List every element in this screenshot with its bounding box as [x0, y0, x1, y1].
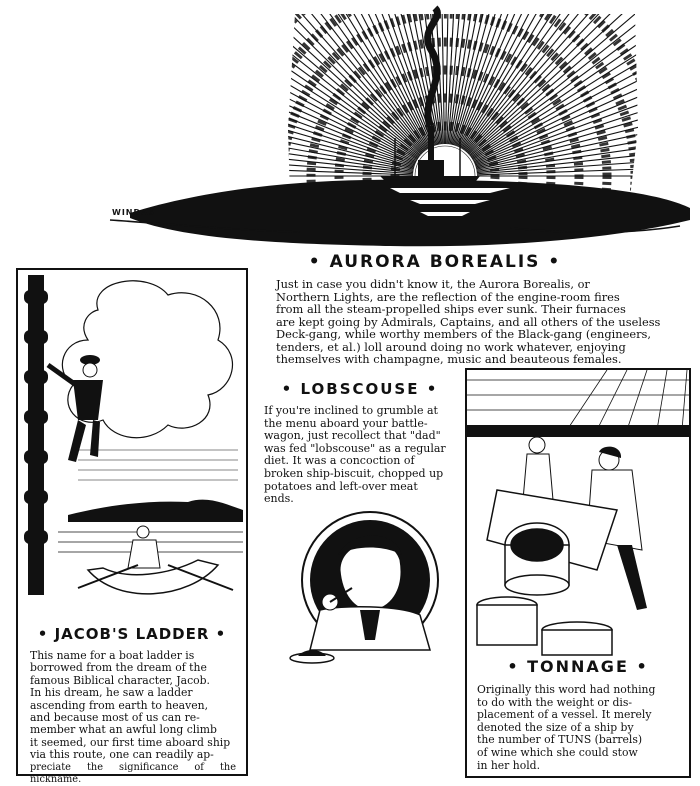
tonnage-illustration [467, 370, 689, 650]
jacobs-ladder-title-text: JACOB'S LADDER [54, 625, 210, 643]
lobscouse-line: If you're inclined to grumble at [264, 404, 438, 417]
lobscouse-line: potatoes and left-over meat [264, 479, 418, 493]
jacobs-line: via this route, one can readily ap- [30, 748, 214, 762]
jacobs-ladder-body [30, 650, 236, 786]
bullet-dot: • [507, 657, 528, 676]
lobscouse-line: ends. [264, 492, 294, 506]
artist-signature: WINDAS [112, 208, 156, 217]
tonnage-line: to do with the weight or dis- [477, 695, 633, 709]
tonnage-line: Originally this word had nothing [477, 683, 656, 696]
jacobs-line: preciate the significance of the nickname. [30, 761, 236, 786]
tonnage-line: of wine which she could stow [477, 745, 638, 759]
aurora-line: tenders, et al.) loll around doing no work whatever, enjoying [276, 339, 626, 354]
lobscouse-line: diet. It was a concoction of [264, 454, 415, 468]
jacobs-ladder-panel [16, 268, 248, 786]
aurora-sunburst-drawing [90, 8, 690, 258]
lobscouse-line: broken ship-biscuit, chopped up [264, 466, 444, 480]
lobscouse-body [264, 405, 460, 506]
tonnage-body [477, 684, 681, 772]
jacobs-line: member what an awful long climb [30, 723, 217, 737]
tonnage-title [467, 657, 689, 676]
jacobs-line: In his dream, he saw a ladder [30, 686, 193, 700]
aurora-body [276, 278, 688, 366]
jacobs-line: it seemed, our first time aboard ship [30, 735, 231, 749]
lobscouse-line: was fed "lobscouse" as a regular [264, 441, 446, 455]
porthole-drawing [280, 510, 460, 670]
aurora-line: Northern Lights, are the reflection of the engine-room fires [276, 289, 620, 304]
aurora-line: from all the steam-propelled ships ever sunk. Their furnaces [276, 302, 626, 316]
sailor-eating-illustration [280, 510, 460, 670]
tonnage-title-text: TONNAGE [527, 657, 629, 676]
aurora-line: themselves with champagne, music and beauteous females. [276, 352, 622, 366]
jacobs-line: This name for a boat ladder is [30, 649, 195, 662]
aurora-title [290, 252, 580, 272]
bullet-dot: • [209, 625, 227, 643]
lobscouse-line: the menu aboard your battle- [264, 416, 428, 430]
jacobs-ladder-illustration [18, 270, 246, 620]
aurora-line: Just in case you didn't know it, the Aurora Borealis, or [276, 277, 590, 291]
aurora-title-text: AURORA BOREALIS [329, 252, 541, 272]
ladder-rope [24, 275, 48, 595]
lobscouse-title [265, 380, 455, 398]
lobscouse-line: wagon, just recollect that "dad" [264, 429, 441, 443]
jacobs-line: borrowed from the dream of the [30, 661, 207, 675]
jacobs-line: famous Biblical character, Jacob. [30, 673, 210, 687]
bullet-dot: • [308, 252, 330, 272]
tonnage-panel [465, 368, 691, 778]
sea [110, 180, 690, 247]
bullet-dot: • [419, 380, 439, 398]
tonnage-line: the number of TUNS (barrels) [477, 733, 643, 747]
bullet-dot: • [37, 625, 55, 643]
aurora-line: are kept going by Admirals, Captains, and all others of the useless [276, 314, 661, 329]
jacobs-line: ascending from earth to heaven, [30, 698, 208, 712]
lobscouse-title-text: LOBSCOUSE [300, 380, 420, 398]
climbing-sailor [48, 355, 103, 462]
jacobs-ladder-title [18, 625, 246, 643]
bullet-dot: • [540, 252, 562, 272]
aurora-illustration [90, 8, 690, 258]
tonnage-line: denoted the size of a ship by [477, 720, 634, 734]
rowboat [78, 526, 233, 594]
tonnage-line: in her hold. [477, 758, 541, 772]
bullet-dot: • [281, 380, 301, 398]
tonnage-line: placement of a vessel. It merely [477, 708, 652, 722]
aurora-line: Deck-gang, while worthy members of the Black-gang (engineers, [276, 327, 652, 341]
jacobs-line: and because most of us can re- [30, 711, 200, 725]
bullet-dot: • [628, 657, 649, 676]
